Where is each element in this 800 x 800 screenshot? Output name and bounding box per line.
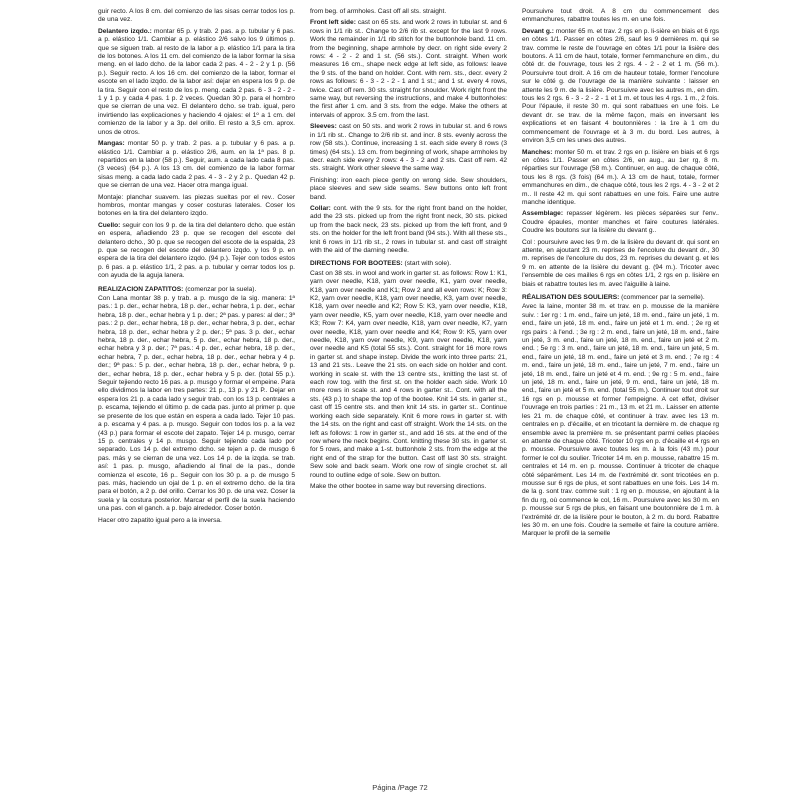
paragraph-heading: Manches: — [522, 148, 553, 156]
paragraph — [98, 140, 295, 190]
paragraph — [522, 8, 719, 25]
paragraph-text: (comenzar por la suela). — [183, 285, 257, 293]
section-heading: RÉALISATION DES SOULIERS: — [522, 294, 620, 301]
paragraph — [522, 149, 719, 208]
paragraph — [310, 270, 507, 480]
paragraph-text: montar 65 p. y trab. 2 pas. a p. tubular y 6 pas. a p. elástico 1/1. Cambiar a p. elástico 2/6 salvo los 9 últimos p. que se siguen trab. al resto de la labor a p. elástico 1/1 para la tira de los botones. A los 11 cm. del comienzo de la labor formar la sisa meng. en el lado dcho. de la labor cada 2 pas. 4 - 2 - 2 y 1 p. (56 p.). Seguir recto. A los 16 cm. del comienzo de la labor, formar el escote en el lado izqdo. de la labor así: dejar en espera los 9 p. de la tira. Seguir con el resto de los p. meng. cada 2 pas. 6 - 3 - 2 - 2 - 1 y 1 p. y cada 4 pas. 1 p. 2 veces. Quedan 30 p. para el hombro que se cierran de una vez. El delantero dcho. se trab. igual, pero invirtiendo las explicaciones y haciendo 4 ojales: el 1º a 1 cm. del comienzo de la labor y a 3p. del orillo. El resto a 3,5 cm. aprox. unos de otros. — [98, 27, 297, 136]
paragraph-text: seguir con los 9 p. de la tira del delantero dcho. que están en espera, añadiendo 23 p. que se recogen del escote del delantero dcho., 30 p. que se recogen del escote de la espalda, 23 p. que se recogen del escote del delantero izqdo. y los 9 p. en espera de la tira del delantero izqdo. (94 p.). Tejer con todos estos p. 6 pas. a p. elástico 1/1, 2 pas. a p. tubular y cerrar todos los p. con ayuda de la aguja lanera. — [98, 221, 297, 280]
paragraph — [98, 286, 295, 294]
paragraph — [98, 194, 295, 219]
paragraph — [310, 123, 507, 173]
paragraph-text: Con Lana montar 38 p. y trab. a p. musgo de la sig. manera: 1ª pas.: 1 p. der., echar hebra, 18 p. der., echar hebra, 1 p. der., echar hebra, 18 p. der., echar hebra y 1 p. der.; 2ª pas. y pares: al der.; 3ª pas.: 2 p. der., echar hebra, 18 p. der., echar hebra, 3 p. der., echar hebra, 18 p. der., echar hebra y 2 p. der.; 5ª pas. 3 p. der., echar hebra, 18 p. der., echar hebra, 5 p. der., echar hebra, 18 p. der., echar hebra y 3 p. der.; 7ª pas.: 4 p. der., echar hebra, 18 p. der., echar hebra, 7 p. der., echar hebra, 18 p. der., echar hebra y 4 p. der.; 9ª pas.: 5 p. der., echar hebra, 18 p. der., echar hebra, 9 p. der., echar hebra, 18 p. der., echar hebra y 5 p. der. (total 55 p.). Seguir tejiendo recto 16 pas. a p. musgo y formar el empeine. Para ello dividimos la labor en tres partes: 21 p., 13 p. y 21 P.. Dejar en espera los 21 p. a cada lado y seguir trab. con los 13 p. centrales a p. escama, tejiendo el último p. de cada pas. junto al primer p. que se presente de los que están en espera a cada lado. Tejer 10 pas. a p. escama y 4 pas. a p. musgo. Seguir con todos los p. a la vez (43 p.) para formar el escote del zapato. Tejer 14 p. musgo, cerrar 15 p. centrales y 14 p. musgo. Seguir tejiendo cada lado por separado. Los 14 p. del extremo dcho. se tejen a p. de musgo 6 pas. más y se cierran de una vez. Los 14 p. de la izqda. se trab. así: 1 pas. p. musgo, añadiendo al final de la pas., donde comienza el escote, 16 p.. Seguir con los 30 p. a p. de musgo 5 pas. más, haciendo un ojal de 1 p. en el extremo dcho. de la tira para el botón, a 2 p. del orillo. Cerrar los 30 p. de una vez. Coser la suela y la costura posterior. Marcar el perfil de la suela haciendo una pas. con el ganch. a p. bajo alrededor. Coser botón. — [98, 295, 297, 513]
paragraph — [310, 483, 507, 491]
paragraph — [522, 28, 719, 146]
paragraph-text: montar 50 p. y trab. 2 pas. a p. tubular y 6 pas. a p. elástico 1/1. Cambiar a p. elástico 2/6, aum. en la 1ª pas. 8 p. repartidos en la labor (58 p.). Seguir, aum. a cada lado cada 8 pas. (3 veces) (64 p.). A los 13 cm. del comienzo de la labor formar sisas meng. a cada lado cada 2 pas. 4 - 3 - 2 y 2 p.. Quedan 42 p. que se cierran de una vez. Hacer otra manga igual. — [98, 140, 297, 190]
paragraph-text: repasser légèrem. les pièces séparées sur l'env.. Coudre épaules, monter manches et faire coutures latérales. Coudre les boutons sur la lisière du devant g.. — [522, 210, 721, 235]
paragraph — [310, 177, 507, 202]
section-heading: DIRECTIONS FOR BOOTEES: — [310, 260, 403, 268]
paragraph-text: guir recto. A los 8 cm. del comienzo de las sisas cerrar todos los p. de una vez. — [98, 8, 297, 24]
paragraph — [522, 239, 719, 289]
column-english — [310, 8, 507, 760]
paragraph — [98, 295, 295, 514]
paragraph-text: Poursuivre tout droit. A 8 cm du commencement des emmanchures, rabattre toutes les m. en une fois. — [522, 8, 721, 24]
page-number: Página /Page 72 — [372, 783, 428, 792]
paragraph — [98, 28, 295, 137]
column-french — [522, 8, 719, 760]
paragraph — [522, 294, 719, 302]
paragraph-text: Cast on 38 sts. in wool and work in garter st. as follows: Row 1: K1, yarn over needle, K18, yarn over needle, K1, yarn over needle, K18, yarn over needle and K1; Row 2 and all even rows: K; Row 3: K2, yarn over needle, K18, yarn over needle, K3, yarn over needle, K18, yarn over needle and K2; Row 5: K3, yarn over needle, K18, yarn over needle, K5, yarn over needle, K18, yarn over needle and K3; Row 7: K4, yarn over needle, K18, yarn over needle, K7, yarn over needle, K18, yarn over needle and K4; Row 9: K5, yarn over needle, K18, yarn over needle, K9, yarn over needle, K18, yarn over needle and K5 (total 55 sts.). Cont. straight for 16 more rows in garter st. and shape instep. Divide the work into three parts: 21, 13 and 21 sts.. Leave the 21 sts. on each side on holder and cont. working in scale st. with the 13 centre sts., knitting the last st. of each row tog. with the first st. on the holder each side. Work 10 more rows in scale st. and 4 rows in garter st.. Cont. with all the sts. (43 p.) to shape the top of the bootee. Knit 14 sts. in garter st., cast off 15 centre sts. and then knit 14 sts. in garter st.. Continue working each side separately. Knit 6 more rows in garter st. with the 14 sts. on the right and cast off straight. Work the 14 sts. on the left as follows: 1 row in garter st., and add 16 sts. at the end of the row where the neck begins. Cont. knitting these 30 sts. in garter st. for 5 rows, and make a 1-st. buttonhole 2 sts. from the edge at the right end of the strap for the button. Cast off last 30 sts. straight. Sew sole and back seam. Work one row of single crochet st. all round to outline edge of sole. Sew on button. — [310, 269, 509, 479]
paragraph-heading: Sleeves: — [310, 123, 337, 131]
paragraph-text: from beg. of armholes. Cast off all sts. straight. — [310, 8, 447, 15]
paragraph-text: cont. with the 9 sts. for the right front band on the holder, add the 23 sts. picked up from the right front neck, 30 sts. picked up from the back neck, 23 sts. picked up from the left front, and 9 sts. on the holder for the left front band (94 sts.). With all these sts., knit 6 rows in 1/1 rib st., 2 rows in tubular st. and cast off straight with the aid of the darning needle. — [310, 204, 509, 254]
paragraph-text: Finishing: iron each piece gently on wrong side. Sew shoulders, place sleeves and sew side seams. Sew buttons onto left front band. — [310, 176, 509, 201]
paragraph-heading: Collar: — [310, 204, 331, 212]
paragraph — [310, 19, 507, 120]
paragraph — [98, 517, 295, 525]
paragraph-heading: Front left side: — [310, 19, 356, 27]
paragraph-text: monter 65 m. et trav. 2 rgs en p. li-sière en biais et 6 rgs en côtes 1/1. Passer en côtes 2/6, sauf les 9 dernières m. qui se trav. comme le reste de l'ouvrage en côtes 1/1 pour la lisière des boutons. A 11 cm de haut, totale, former l'emmanchure en dim., du côté dr. de l'ouvrage, tous les 2 rgs. 4 - 2 - 2 et 1 m. (56 m.). Poursuivre tout droit. A 16 cm de hauteur totale, former l'encolure sur le côté g. de l'ouvrage de la manière suivante : laisser en attente les 9 m. de la lisière. Poursuivre avec les autres m., en dim. tous les 2 rgs. 6 - 3 - 2 - 2 - 1 et 1 m. et tous les 4 rgs. 1 m., 2 fois. Pour l'épaule, il reste 30 m. qui sont rabattues en une fois. Le devant dr. se trav. de la même façon, mais en inversant les explications et en faisant 4 boutonnières : la 1re à 1 cm du commencement de l'ouvrage et à 3 m. du bord. Les autres, à environ 3,5 cm les unes des autres. — [522, 27, 721, 145]
paragraph-text: cast on 65 sts. and work 2 rows in tubular st. and 6 rows in 1/1 rib st.. Change to 2/6 rib st. except for the last 9 rows. Work the remainder in 1/1 rib stitch for the buttonhole band. 11 cm. from the beginning, shape armhole by decr. on right side every 2 rows: 4 - 2 - 2 and 1 st. (56 sts.). Cont. straight. When work measures 16 cm., shape neck edge at left side, as follows: leave the 9 sts. of the band on holder. Cont. with rem. sts., decr. every 2 rows as follows: 6 - 3 - 2 - 2 - 1 and 1 st.; and 1 st. every 4 rows, twice. Cast off rem. 30 sts. straight for shoulder. Work right front the same way, but reversing the instructions, and make 4 buttonholes: the first after 1 cm. and 3 sts. from the edge. Make the others at intervals of approx. 3.5 cm. from the last. — [310, 19, 509, 119]
paragraph-text: (commencer par la semelle). — [619, 294, 705, 301]
paragraph-heading: Cuello: — [98, 221, 121, 229]
paragraph — [310, 205, 507, 255]
paragraph — [98, 222, 295, 281]
paragraph-heading: Devant g.: — [522, 27, 554, 35]
paragraph-text: Make the other bootee in same way but reversing directions. — [310, 482, 487, 490]
paragraph — [98, 8, 295, 25]
section-heading: REALIZACION ZAPATITOS: — [98, 285, 184, 293]
paragraph-text: (start with sole). — [402, 260, 452, 268]
column-spanish — [98, 8, 295, 760]
paragraph-text: cast on 50 sts. and work 2 rows in tubular st. and 6 rows in 1/1 rib st.. Change to 2/6 rib st. and incr. 8 sts. evenly across the row (58 sts.). Continue, increasing 1 st. each side every 8 rows (3 times) (64 sts.). 13 cm. from beginning of work, shape armholes by decr. each side every 2 rows: 4 - 3 - 2 and 2 sts. Cast off rem. 42 sts. straight. Work other sleeve the same way. — [310, 123, 509, 173]
paragraph-text: monter 50 m. et trav. 2 rgs en p. lisière en biais et 6 rgs en côtes 1/1. Passer en côtes 2/6, en aug., au 1er rg, 8 m. réparties sur l'ouvrage (58 m.). Continuer, en aug. de chaque côté, tous les 8 rgs. (3 fois) (64 m.). A 13 cm de haut, totale, former emmanchures en dim., de chaque côté, tous les 2 rgs. 4 - 3 - 2 et 2 m.. Il reste 42 m. qui sont rabattues en une fois. Faire une autre manche identique. — [522, 148, 721, 206]
paragraph-text: Col : poursuivre avec les 9 m. de la lisière du devant dr. qui sont en attente, en ajoutant 23 m. reprises de l'encolure du devant dr., 30 m. reprises de l'encolure du dos, 23 m. reprises du devant g. et les 9 m. en attente de la lisière du devant g. (94 m.). Tricoter avec l'ensemble de ces mailles 6 rgs en côtes 1/1, 2 rgs en p. lisière en biais et rabattre toutes les m. avec l'aiguille à laine. — [522, 238, 721, 288]
paragraph — [310, 260, 507, 268]
paragraph-text: Hacer otro zapatito igual pero a la inversa. — [98, 516, 222, 524]
paragraph-heading: Mangas: — [98, 140, 125, 148]
text-columns — [98, 8, 772, 760]
paragraph — [310, 8, 507, 16]
paragraph-heading: Delantero izqdo.: — [98, 27, 152, 35]
paragraph-heading: Assemblage: — [522, 210, 564, 218]
paragraph — [522, 303, 719, 538]
paragraph — [522, 210, 719, 235]
paragraph-text: Montaje: planchar suavem. las piezas sueltas por el rev.. Coser hombros, montar mangas y coser costuras laterales. Coser los botones en la tira del delantero izqdo. — [98, 193, 297, 218]
paragraph-text: Avec la laine, monter 38 m. et trav. en p. mousse de la manière suiv. : 1er rg : 1 m. end., faire un jeté, 18 m. end., faire un jeté, 1 m. end., faire un jeté, 18 m. end., faire un jeté et 1 m. end. ; 2e rg et rgs pairs : à l'end. ; 3e rg : 2 m. end., faire un jeté, 18 m. end., faire un jeté, 3 m. end., faire un jeté, 18 m. end., faire un jeté et 2 m. end. ; 5e rg : 3 m. end., faire un jeté, 18 m. end., faire un jeté, 5 m. end., faire un jeté, 18 m. end., faire un jeté et 3 m. end. ; 7e rg : 4 m. end., faire un jeté, 18 m. end., faire un jeté, 7 m. end., faire un jeté, 18 m. end., faire un jeté et 4 m. end. ; 9e rg : 5 m. end., faire un jeté, 18 m. end., faire un jeté, 9 m. end., faire un jeté, 18 m. end., faire un jeté et 5 m. end. (total 55 m.). Continuer tout droit sur 16 rgs en p. mousse et former l'empeigne. A cet effet, diviser l'ouvrage en trois parties : 21 m., 13 m. et 21 m.. Laisser en attente les 21 m. de chaque côté, et continuer à trav. avec les 13 m. centrales en p. d'écaille, et en tricotant la dernière m. de chaque rg ensemble avec la première m. se présentant parmi celles placées en attente de chaque côté. Tricoter 10 rgs en p. d'écaille et 4 rgs en p. mousse. Poursuivre avec toutes les m. à la fois (43 m.) pour former le col du soulier. Tricoter 14 m. en p. mousse, rabattre 15 m. centrales et 14 m. en p. mousse. Continuer à tricoter de chaque côté séparément. Les 14 m. de l'extrémité dr. sont tricotées en p. mousse sur 6 rgs de plus, et sont rabattues en une fois. Les 14 m. de la g. sont trav. comme suit : 1 rg en p. mousse, en ajoutant à la fin du rg, où commence le col, 16 m.. Poursuivre avec les 30 m. en p. mousse sur 5 rgs de plus, en faisant une boutonnière de 1 m. à l'extrémité dr. de la lisière pour le bouton, à 2 m. du bord. Rabattre les 30 m. en une fois. Coudre la semelle et faire la couture arrière. Marquer le profil de la semelle — [522, 303, 721, 538]
